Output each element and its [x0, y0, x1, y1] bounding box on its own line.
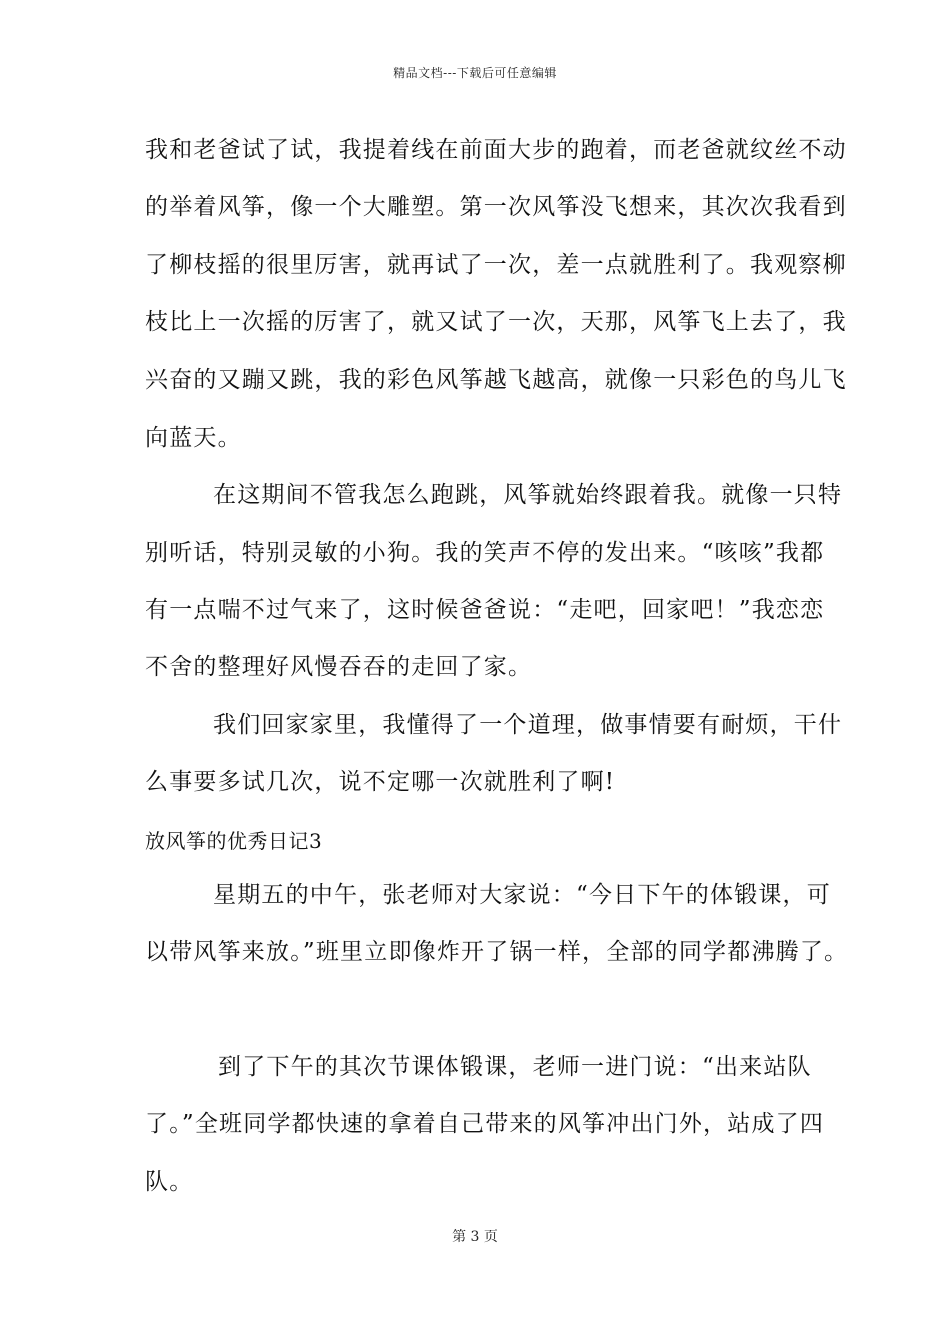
page-header: 精品文档---下载后可任意编辑	[393, 66, 557, 80]
paragraph-line: 了柳枝摇的很里厉害，就再试了一次，差一点就胜利了。我观察柳	[145, 252, 847, 278]
section-heading: 放风筝的优秀日记3	[145, 829, 323, 853]
paragraph-line: 的举着风筝，像一个大雕塑。第一次风筝没飞想来，其次次我看到	[145, 194, 847, 220]
paragraph-line: 到了下午的其次节课体锻课，老师一进门说：“出来站队	[218, 1054, 812, 1080]
paragraph-line: 枝比上一次摇的厉害了，就又试了一次，天那，风筝飞上去了，我	[145, 309, 847, 335]
paragraph-line: 向蓝天。	[145, 425, 242, 451]
paragraph-line: 我和老爸试了试，我提着线在前面大步的跑着，而老爸就纹丝不动	[145, 137, 847, 163]
paragraph-line: 在这期间不管我怎么跑跳，风筝就始终跟着我。就像一只特	[213, 482, 843, 508]
paragraph-line: 么事要多试几次，说不定哪一次就胜利了啊!	[145, 769, 616, 795]
page-number: 第 3 页	[452, 1229, 498, 1245]
paragraph-line: 队。	[145, 1169, 194, 1195]
paragraph-line: 星期五的中午，张老师对大家说：“今日下午的体锻课，可	[213, 882, 831, 908]
paragraph-line: 以带风筝来放。”班里立即像炸开了锅一样，全部的同学都沸腾了。	[145, 939, 849, 965]
paragraph-line: 了。”全班同学都快速的拿着自己带来的风筝冲出门外，站成了四	[145, 1111, 825, 1137]
paragraph-line: 别听话，特别灵敏的小狗。我的笑声不停的发出来。“咳咳”我都	[145, 540, 825, 566]
paragraph-line: 我们回家家里，我懂得了一个道理，做事情要有耐烦，干什	[213, 712, 843, 738]
paragraph-line: 兴奋的又蹦又跳，我的彩色风筝越飞越高，就像一只彩色的鸟儿飞	[145, 367, 847, 393]
paragraph-line: 不舍的整理好风慢吞吞的走回了家。	[145, 654, 533, 680]
paragraph-line: 有一点喘不过气来了，这时候爸爸说：“走吧，回家吧！”我恋恋	[145, 597, 825, 623]
